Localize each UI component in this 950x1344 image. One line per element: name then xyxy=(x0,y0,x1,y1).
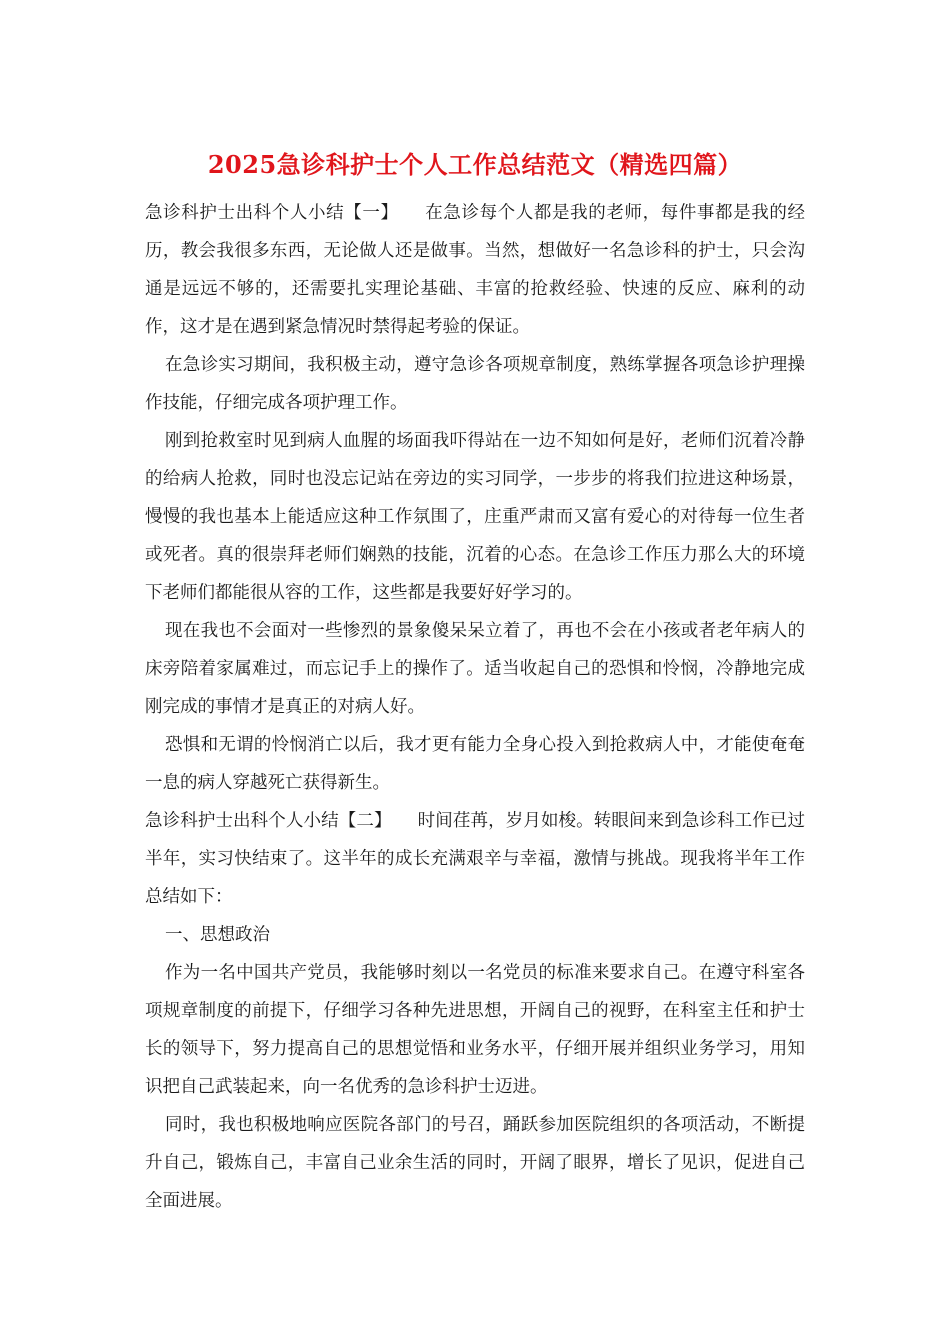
paragraph-1 xyxy=(145,194,805,346)
section-heading-2: 急诊科护士出科个人小结【二】 xyxy=(145,811,392,831)
paragraph-8: 作为一名中国共产党员，我能够时刻以一名党员的标准来要求自己。在遵守科室各项规章制度的前提下，仔细学习各种先进思想，开阔自己的视野，在科室主任和护士长的领导下，努力提高自己的思想觉悟和业务水平，仔细开展并组织业务学习，用知识把自己武装起来，向一名优秀的急诊科护士迈进。 xyxy=(145,963,805,1097)
paragraph-6 xyxy=(145,802,805,916)
paragraph-5: 恐惧和无谓的怜悯消亡以后，我才更有能力全身心投入到抢救病人中，才能使奄奄一息的病人穿越死亡获得新生。 xyxy=(145,735,805,793)
subheading-thought-politics: 一、思想政治 xyxy=(165,925,270,945)
section-heading-1: 急诊科护士出科个人小结【一】 xyxy=(145,203,399,223)
paragraph-2: 在急诊实习期间，我积极主动，遵守急诊各项规章制度，熟练掌握各项急诊护理操作技能，仔细完成各项护理工作。 xyxy=(145,355,805,413)
paragraph-text-1: 在急诊每个人都是我的老师，每件事都是我的经历，教会我很多东西，无论做人还是做事。当然，想做好一名急诊科的护士，只会沟通是远远不够的，还需要扎实理论基础、丰富的抢救经验、快速的反应、麻利的动作，这才是在遇到紧急情况时禁得起考验的保证。 xyxy=(145,203,806,337)
paragraph-4: 现在我也不会面对一些惨烈的景象傻呆呆立着了，再也不会在小孩或者老年病人的床旁陪着家属难过，而忘记手上的操作了。适当收起自己的恐惧和怜悯，冷静地完成刚完成的事情才是真正的对病人好。 xyxy=(145,621,805,717)
paragraph-9: 同时，我也积极地响应医院各部门的号召，踊跃参加医院组织的各项活动，不断提升自己，锻炼自己，丰富自己业余生活的同时，开阔了眼界，增长了见识，促进自己全面进展。 xyxy=(145,1115,805,1211)
paragraph-3: 刚到抢救室时见到病人血腥的场面我吓得站在一边不知如何是好，老师们沉着冷静的给病人抢救，同时也没忘记站在旁边的实习同学，一步步的将我们拉进这种场景，慢慢的我也基本上能适应这种工作氛围了，庄重严肃而又富有爱心的对待每一位生者或死者。真的很崇拜老师们娴熟的技能，沉着的心态。在急诊工作压力那么大的环境下老师们都能很从容的工作，这些都是我要好好学习的。 xyxy=(145,431,805,603)
paragraph-text-6: 时间荏苒，岁月如梭。转眼间来到急诊科工作已过半年，实习快结束了。这半年的成长充满艰辛与幸福，激情与挑战。现我将半年工作总结如下： xyxy=(145,811,806,907)
document-title: 2025急诊科护士个人工作总结范文（精选四篇） xyxy=(207,150,743,179)
document-body xyxy=(145,194,805,1220)
